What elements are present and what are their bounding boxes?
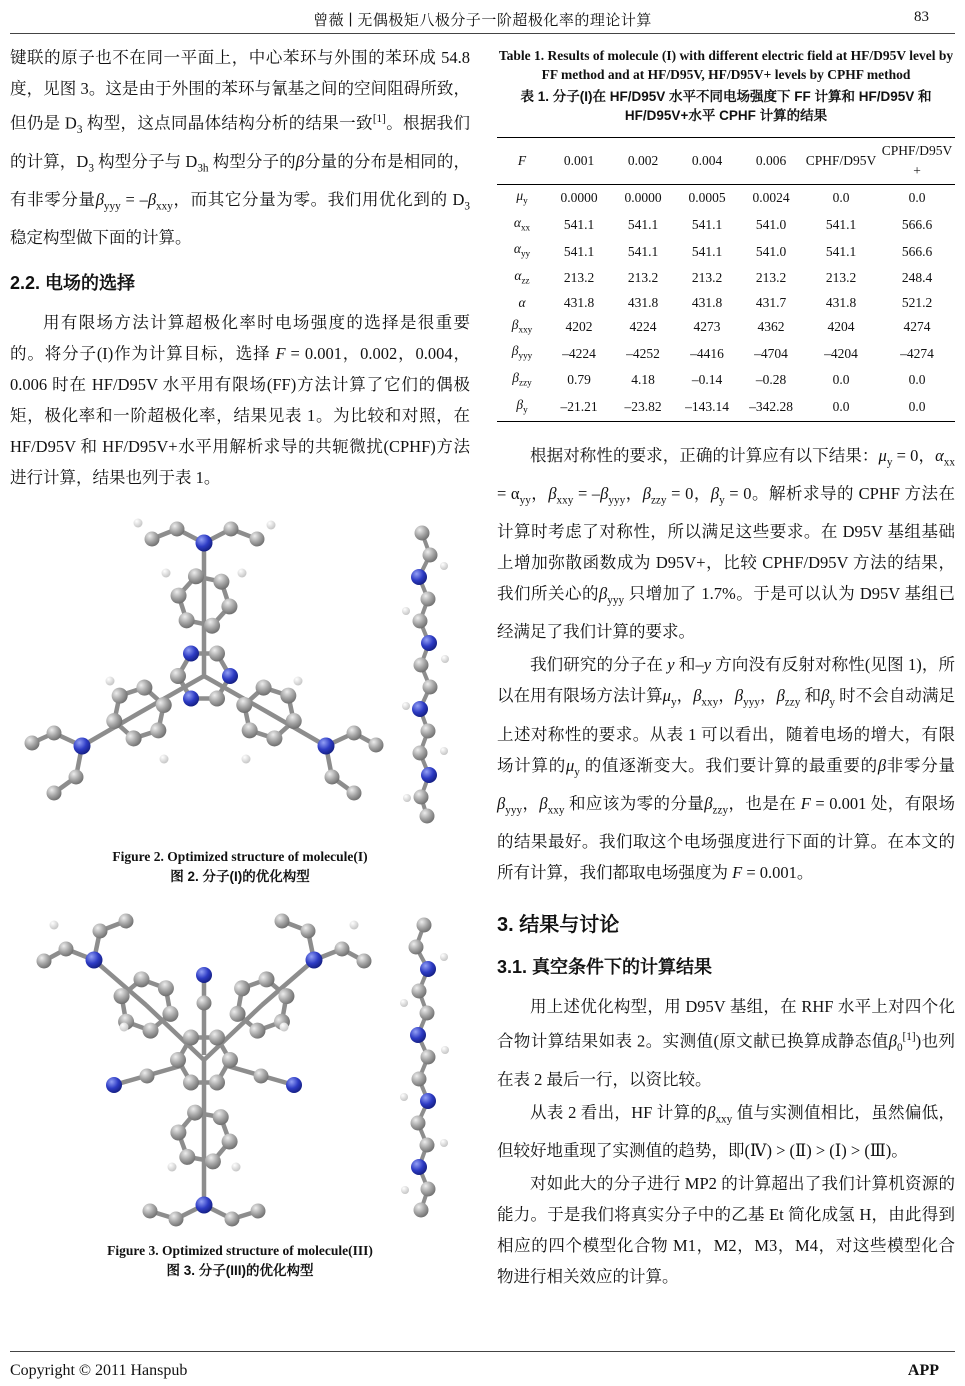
table-cell: 213.2 — [627, 270, 659, 286]
table-cell: –0.14 — [691, 372, 723, 388]
table-cell: 0.0000 — [560, 190, 598, 206]
figure3-caption-en: Figure 3. Optimized structure of molecule(III) — [107, 1243, 373, 1259]
table1-caption-zh: 表 1. 分子(I)在 HF/D95V 水平不同电场强度下 FF 计算和 HF/D95V 和 HF/D95V+水平 CPHF 计算的结果 — [520, 89, 932, 123]
table-row — [497, 185, 955, 212]
table-cell: –4704 — [754, 345, 788, 361]
table-cell: 431.7 — [755, 294, 787, 310]
journal-abbreviation: APP — [907, 1362, 939, 1379]
table-cell: 431.8 — [563, 294, 595, 310]
section-heading-3-1: 3.1. 真空条件下的计算结果 — [497, 957, 713, 978]
figure3-molecule-image — [14, 905, 466, 1235]
table-cell: 541.1 — [825, 217, 857, 233]
table-cell: 521.2 — [901, 294, 933, 310]
table-cell: 0.0 — [908, 190, 926, 206]
table-cell: –4252 — [626, 345, 660, 361]
column-header: 0.002 — [611, 138, 675, 185]
table1-header-row — [497, 138, 955, 185]
figure2-molecule-image — [14, 511, 466, 841]
table-cell: 213.2 — [563, 270, 595, 286]
table-cell: 0.0024 — [752, 190, 790, 206]
table-cell: –4274 — [900, 345, 934, 361]
molecule-front-view — [37, 914, 372, 1227]
table1 — [497, 137, 955, 422]
table-cell: 213.2 — [691, 270, 723, 286]
figure2 — [10, 511, 470, 887]
figure2-caption-en: Figure 2. Optimized structure of molecule(I) — [112, 849, 368, 865]
table-cell: 0.79 — [567, 372, 591, 388]
table-cell: 541.1 — [563, 243, 595, 259]
table-cell: 566.6 — [901, 243, 933, 259]
table-cell: –4204 — [824, 345, 858, 361]
paragraph: 从表 2 看出，HF 计算的$\beta_{xxy}$ 值与实测值相比，虽然偏低，但较好地重现了实测值的趋势，即(Ⅳ) > (Ⅱ) > (Ⅰ) > (Ⅲ)。 — [497, 1103, 956, 1161]
table-cell: –21.21 — [560, 399, 598, 415]
table-row — [497, 238, 955, 265]
table-cell: –4224 — [562, 345, 596, 361]
right-column — [497, 42, 955, 1294]
column-header: CPHF/D95V — [803, 138, 879, 185]
table-cell: 213.2 — [825, 270, 857, 286]
paragraph: 用上述优化构型，用 D95V 基组，在 RHF 水平上对四个化合物计算结果如表 2。实测值(原文献已换算成静态值$\beta_0[1]$)也列在表 2 最后一行，以资比较。 — [497, 997, 956, 1090]
table-row — [497, 212, 955, 239]
table-cell: 541.1 — [691, 243, 723, 259]
section-heading-3: 3. 结果与讨论 — [497, 914, 620, 937]
running-title: 曾薇 ∣ 无偶极矩八极分子一阶超极化率的理论计算 — [313, 13, 652, 29]
table-cell: 541.0 — [755, 243, 787, 259]
figure3-caption-zh: 图 3. 分子(III)的优化构型 — [166, 1263, 314, 1279]
column-header: F — [497, 138, 547, 185]
table-cell: –0.28 — [755, 372, 787, 388]
table-cell: 541.1 — [825, 243, 857, 259]
column-header: 0.004 — [675, 138, 739, 185]
table-cell: –4416 — [690, 345, 724, 361]
row-label: $\alpha_{yy}$ — [513, 241, 531, 260]
table-cell: 4204 — [827, 319, 855, 335]
copyright-text: Copyright © 2011 Hanspub — [10, 1362, 188, 1379]
paragraph: 对如此大的分子进行 MP2 的计算超出了我们计算机资源的能力。于是我们将真实分子中的乙基 Et 简化成氢 H，由此得到相应的四个模型化合物 M1，M2，M3，M4，对这些模型化合物进行相关效应的计算。 — [497, 1174, 955, 1287]
table-cell: 0.0 — [832, 399, 850, 415]
row-label: $\beta_y$ — [516, 396, 528, 415]
table-cell: 4274 — [903, 319, 931, 335]
figure3 — [10, 905, 470, 1281]
table-cell: 0.0 — [908, 372, 926, 388]
table-cell: –143.14 — [685, 399, 729, 415]
molecule-side-view — [402, 526, 449, 824]
row-label: α — [518, 294, 526, 310]
left-column — [10, 42, 470, 1281]
table-cell: 4273 — [693, 319, 721, 335]
paragraph: 我们研究的分子在 y 和–y 方向没有反射对称性(见图 1)，所以在用有限场方法计算$\mu_y$，$\beta_{xxy}$，$\beta_{yyy}$，$\beta_{zzy}$ 和$\beta_y$ 时不会自动满足上述对称性的要求。从表 1 可以看出，随着电场的增大，有限场计算的$\mu_y$ 的值逐渐变大。我们要计算的最重要的β非零分量$\beta_{yyy}$，$\beta_{xxy}$ 和应该为零的分量$\beta_{zzy}$，也是在 F = 0.001 处，有限场的结果最好。我们取这个电场强度进行下面的计算。在本文的所有计算，我们都取电场强度为 F = 0.001。 — [497, 655, 956, 883]
table-cell: 4224 — [629, 319, 657, 335]
table-cell: 4362 — [757, 319, 785, 335]
row-label: $\beta_{yyy}$ — [511, 343, 533, 362]
paragraph: 键联的原子也不在同一平面上，中心苯环与外围的苯环成 54.8 度，见图 3。这是由于外围的苯环与氰基之间的空间阻碍所致，但仍是 $D_3$ 构型，这点同晶体结构分析的结果一致[1]。根据我们的计算，$D_3$ 构型分子与 $D_{3h}$ 构型分子的β分量的分布是相同的，有非零分量$\beta_{yyy} = -\beta_{xxy}$，而其它分量为零。我们用优化到的 $D_3$ 稳定构型做下面的计算。 — [10, 48, 471, 248]
page-footer — [10, 1351, 955, 1380]
table-cell: 0.0000 — [624, 190, 662, 206]
page-header — [10, 8, 955, 34]
page-number: 83 — [914, 9, 929, 25]
row-label: $\beta_{zzy}$ — [512, 370, 532, 388]
table-row — [497, 340, 955, 367]
paragraph: 根据对称性的要求，正确的计算应有以下结果：$\mu_y = 0$，$\alpha_{xx} = \alpha_{yy}$，$\beta_{xxy} = -\beta_{yyy}$，$\beta_{zzy} = 0$，$\beta_y = 0$。解析求导的 CPHF 方法在计算时考虑了对称性，所以满足这些要求。在 D95V 基组基础上增加弥散函数成为 D95V+，比较 CPHF/D95V 方法的结果，我们所关心的$\beta_{yyy}$ 只增加了 1.7%。于是可以认为 D95V 基组已经满足了我们计算的要求。 — [497, 445, 956, 642]
column-header: CPHF/D95V+ — [879, 138, 955, 185]
table-cell: 431.8 — [627, 294, 659, 310]
table1-section — [497, 46, 955, 422]
table-cell: 0.0 — [832, 190, 850, 206]
section-heading-2-2: 2.2. 电场的选择 — [10, 273, 136, 294]
table-cell: 566.6 — [901, 217, 933, 233]
row-label: $\alpha_{xx}$ — [513, 214, 531, 233]
table-cell: 431.8 — [825, 294, 857, 310]
table-cell: 4202 — [565, 319, 593, 335]
row-label: $\alpha_{zz}$ — [514, 268, 530, 286]
table-cell: 0.0005 — [688, 190, 726, 206]
table-cell: 213.2 — [755, 270, 787, 286]
row-label: $\beta_{xxy}$ — [511, 316, 533, 335]
table-cell: –342.28 — [749, 399, 793, 415]
molecule-side-view — [400, 918, 449, 1218]
table-cell: 541.0 — [755, 217, 787, 233]
table-row — [497, 265, 955, 292]
molecule-front-view — [25, 519, 384, 801]
table-cell: 431.8 — [691, 294, 723, 310]
column-header: 0.006 — [739, 138, 803, 185]
table-row — [497, 394, 955, 421]
row-label: $\mu_y$ — [516, 188, 528, 206]
figure2-caption-zh: 图 2. 分子(I)的优化构型 — [170, 869, 310, 885]
table-cell: 0.0 — [908, 399, 926, 415]
table-row — [497, 314, 955, 341]
table-cell: 541.1 — [563, 217, 595, 233]
paragraph: 用有限场方法计算超极化率时电场强度的选择是很重要的。将分子(I)作为计算目标，选择 F = 0.001，0.002，0.004，0.006 时在 HF/D95V 水平用有限场(FF)方法计算了它们的偶极矩，极化率和一阶超极化率，结果见表 1。为比较和对照，在 HF/D95V 和 HF/D95V+水平用解析求导的共轭微扰(CPHF)方法进行计算，结果也列于表 1。 — [10, 313, 471, 488]
table-cell: 0.0 — [832, 372, 850, 388]
table-row — [497, 292, 955, 314]
table-cell: 4.18 — [631, 372, 655, 388]
table1-caption-en: Table 1. Results of molecule (I) with different electric field at HF/D95V level by FF method and at HF/D95V, HF/D95V+ levels by CPHF method — [498, 48, 954, 82]
table-cell: 541.1 — [627, 243, 659, 259]
table-cell: 541.1 — [627, 217, 659, 233]
table-cell: 248.4 — [901, 270, 933, 286]
column-header: 0.001 — [547, 138, 611, 185]
table-cell: 541.1 — [691, 217, 723, 233]
table-cell: –23.82 — [624, 399, 662, 415]
table-row — [497, 367, 955, 394]
table1-body — [497, 185, 955, 422]
